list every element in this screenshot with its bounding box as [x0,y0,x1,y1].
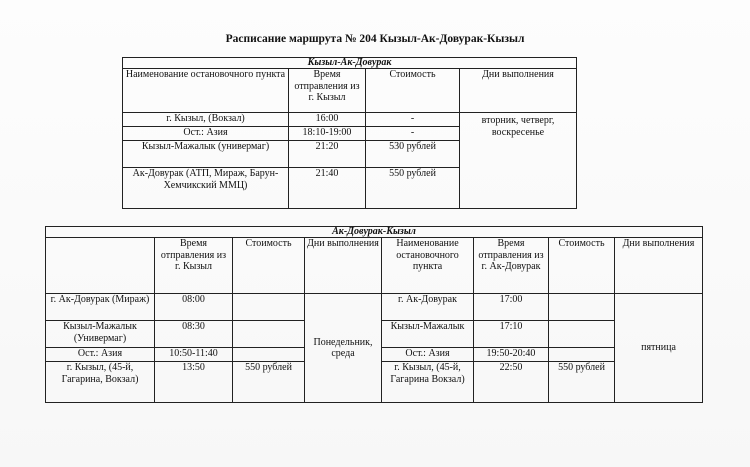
header-stop: Наименование остановочного пункта [123,69,289,113]
stop-cell: г. Кызыл, (Вокзал) [123,113,289,127]
cost-cell [233,348,305,362]
stop-cell: Кызыл-Мажалык (Универмаг) [46,321,155,348]
header-stop-empty [46,238,155,294]
time-cell: 08:00 [155,294,233,321]
stop-cell: Кызыл-Мажалык (универмаг) [123,141,289,168]
stop-cell-return: г. Кызыл, (45-й, Гагарина Вокзал) [382,362,474,403]
time-cell-return: 22:50 [474,362,549,403]
header-time: Время отправления из г. Кызыл [289,69,366,113]
stop-cell: г. Кызыл, (45-й, Гагарина, Вокзал) [46,362,155,403]
time-cell: 21:40 [289,168,366,209]
time-cell: 08:30 [155,321,233,348]
section-title: Ак-Довурак-Кызыл [46,227,703,238]
cost-cell-return [549,348,615,362]
stop-cell-return: г. Ак-Довурак [382,294,474,321]
stop-cell-return: Кызыл-Мажалык [382,321,474,348]
stop-cell: г. Ак-Довурак (Мираж) [46,294,155,321]
header-cost: Стоимость [366,69,460,113]
time-cell: 10:50-11:40 [155,348,233,362]
stop-cell: Ак-Довурак (АТП, Мираж, Барун-Хемчикский ММЦ) [123,168,289,209]
header-time-return: Время отправления из г. Ак-Довурак [474,238,549,294]
section-title: Кызыл-Ак-Довурак [123,58,577,69]
header-stop: Наименование остановочного пункта [382,238,474,294]
header-days-return: Дни выполнения [615,238,703,294]
cost-cell-return [549,294,615,321]
stop-cell-return: Ост.: Азия [382,348,474,362]
stop-cell: Ост.: Азия [46,348,155,362]
time-cell-return: 19:50-20:40 [474,348,549,362]
time-cell-return: 17:10 [474,321,549,348]
schedule-table-kyzyl-akdovurak [122,57,577,209]
cost-cell: 550 рублей [366,168,460,209]
page-title: Расписание маршрута № 204 Кызыл-Ак-Довурак-Кызыл [225,33,525,45]
header-cost: Стоимость [233,238,305,294]
time-cell: 16:00 [289,113,366,127]
days-cell: вторник, четверг, воскресенье [460,113,577,209]
cost-cell [233,321,305,348]
cost-cell: 550 рублей [233,362,305,403]
header-time: Время отправления из г. Кызыл [155,238,233,294]
days-cell: Понедельник, среда [305,294,382,403]
time-cell: 18:10-19:00 [289,127,366,141]
cost-cell: 530 рублей [366,141,460,168]
header-days: Дни выполнения [305,238,382,294]
days-cell-return: пятница [615,294,703,403]
time-cell-return: 17:00 [474,294,549,321]
header-days: Дни выполнения [460,69,577,113]
time-cell: 21:20 [289,141,366,168]
header-cost-return: Стоимость [549,238,615,294]
schedule-table-akdovurak-kyzyl [45,226,703,403]
cost-cell: - [366,113,460,127]
time-cell: 13:50 [155,362,233,403]
cost-cell: - [366,127,460,141]
cost-cell-return: 550 рублей [549,362,615,403]
cost-cell [233,294,305,321]
stop-cell: Ост.: Азия [123,127,289,141]
cost-cell-return [549,321,615,348]
